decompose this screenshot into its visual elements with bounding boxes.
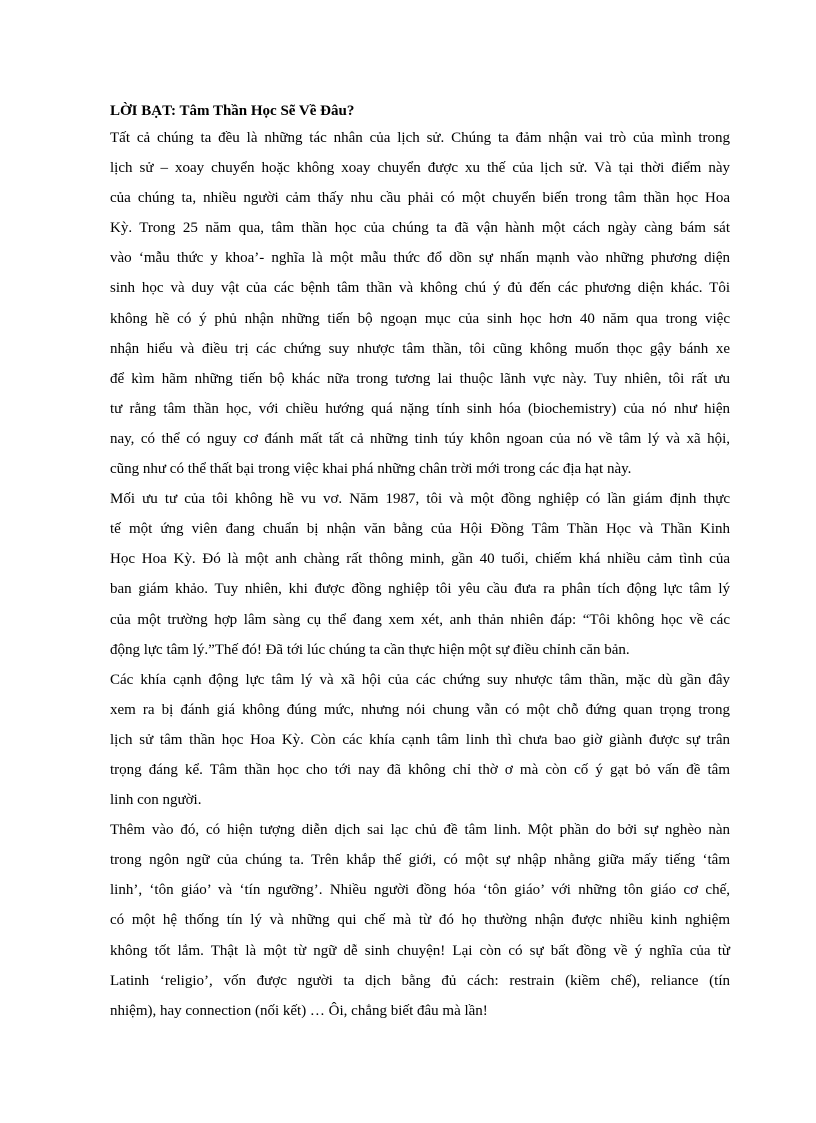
text-line: cũng như có thể thất bại trong việc khai phá những chân trời mới trong các địa hạt này.: [110, 461, 632, 478]
text-line: tế một ứng viên đang chuẩn bị nhận văn bằng của Hội Đồng Tâm Thần Học và Thần Kinh: [110, 521, 730, 538]
text-line: động lực tâm lý.”Thế đó! Đã tới lúc chúng ta cần thực hiện một sự điều chỉnh căn bản.: [110, 641, 630, 658]
text-line: trong ngôn ngữ của chúng ta. Trên khắp thế giới, có một sự nhập nhằng giữa mấy tiếng ‘tâm: [110, 852, 730, 869]
text-line: nhận hiểu và điều trị các chứng suy nhược tâm thần, tôi cũng không muốn thọc gậy bánh xe: [110, 340, 730, 357]
text-line: Học Hoa Kỳ. Đó là một anh chàng rất thông minh, gần 40 tuổi, chiếm khá nhiều cảm tình của: [110, 551, 730, 568]
text-line: Mối ưu tư của tôi không hề vu vơ. Năm 1987, tôi và một đồng nghiệp có lần giám định thực: [110, 491, 730, 508]
text-line: trọng đáng kể. Tâm thần học cho tới nay đã không chỉ thờ ơ mà còn cố ý gạt bỏ vấn đề tâm: [110, 761, 730, 778]
text-line: của chúng ta, nhiều người cảm thấy nhu cầu phải có một chuyển biến trong tâm thần học Hoa: [110, 190, 730, 207]
text-line: lịch sử – xoay chuyển hoặc không xoay chuyển được xu thế của lịch sử. Và tại thời điểm này: [110, 160, 730, 177]
text-line: linh’, ‘tôn giáo’ và ‘tín ngưỡng’. Nhiều người đồng hóa ‘tôn giáo’ với những tôn giáo cơ chế,: [110, 882, 730, 899]
text-line: ban giám khảo. Tuy nhiên, khi được đồng nghiệp tôi yêu cầu đưa ra phân tích động lực tâm lý: [110, 581, 730, 598]
text-line: linh con người.: [110, 792, 202, 809]
text-line: có một hệ thống tín lý và những qui chế mà từ đó họ thường nhận được nhiều kinh nghiệm: [110, 912, 730, 929]
text-line: Kỳ. Trong 25 năm qua, tâm thần học của chúng ta đã vận hành một cách ngày càng bám sát: [110, 220, 730, 237]
text-line: vào ‘mẫu thức y khoa’- nghĩa là một mẫu thức đổ dồn sự nhấn mạnh vào những phương diện: [110, 250, 730, 267]
text-line: sinh học và duy vật của các bệnh tâm thần và không chú ý đủ đến các phương diện khác. Tôi: [110, 280, 730, 297]
text-line: của một trường hợp lâm sàng cụ thể đang xem xét, anh thản nhiên đáp: “Tôi không học về các: [110, 611, 730, 628]
paragraph-4: [110, 815, 730, 1026]
text-line: xem ra bị đánh giá không đúng mức, nhưng nói chung vẫn có một chỗ đứng quan trọng trong: [110, 701, 730, 718]
paragraph-1: [110, 123, 730, 484]
document-body: [110, 123, 730, 1026]
text-line: Thêm vào đó, có hiện tượng diễn dịch sai lạc chủ đề tâm linh. Một phần do bởi sự nghèo nàn: [110, 822, 730, 839]
text-line: Tất cả chúng ta đều là những tác nhân của lịch sử. Chúng ta đảm nhận vai trò của mình trong: [110, 130, 730, 146]
text-line: lịch sử tâm thần học Hoa Kỳ. Còn các khía cạnh tâm linh thì chưa bao giờ giành được sự trân: [110, 731, 730, 748]
text-line: không hề có ý phủ nhận những tiến bộ ngoạn mục của sinh học hơn 40 năm qua trong việc: [110, 310, 730, 327]
document-page: [110, 99, 730, 1026]
document-title: LỜI BẠT: Tâm Thần Học Sẽ Về Đâu?: [110, 103, 355, 119]
text-line: Các khía cạnh động lực tâm lý và xã hội của các chứng suy nhược tâm thần, mặc dù gần đây: [110, 671, 730, 688]
paragraph-2: [110, 484, 730, 665]
paragraph-3: [110, 665, 730, 815]
text-line: nhiệm), hay connection (nối kết) … Ôi, chẳng biết đâu mà lần!: [110, 1002, 488, 1019]
text-line: không tốt lắm. Thật là một từ ngữ dễ sinh chuyện! Lại còn có sự bất đồng về ý nghĩa của từ: [110, 942, 730, 959]
text-line: tư rằng tâm thần học, với chiều hướng quá nặng tính sinh hóa (biochemistry) của nó như hiện: [110, 400, 730, 417]
text-line: nay, có thể có nguy cơ đánh mất tất cả những tinh túy khôn ngoan của nó về tâm lý và xã hội,: [110, 430, 730, 447]
text-line: Latinh ‘religio’, vốn được người ta dịch bằng đủ cách: restrain (kiềm chế), reliance (tín: [110, 972, 730, 989]
text-line: để kìm hãm những tiến bộ khác nữa trong tương lai thuộc lãnh vực này. Tuy nhiên, tôi rất ưu: [110, 370, 730, 387]
